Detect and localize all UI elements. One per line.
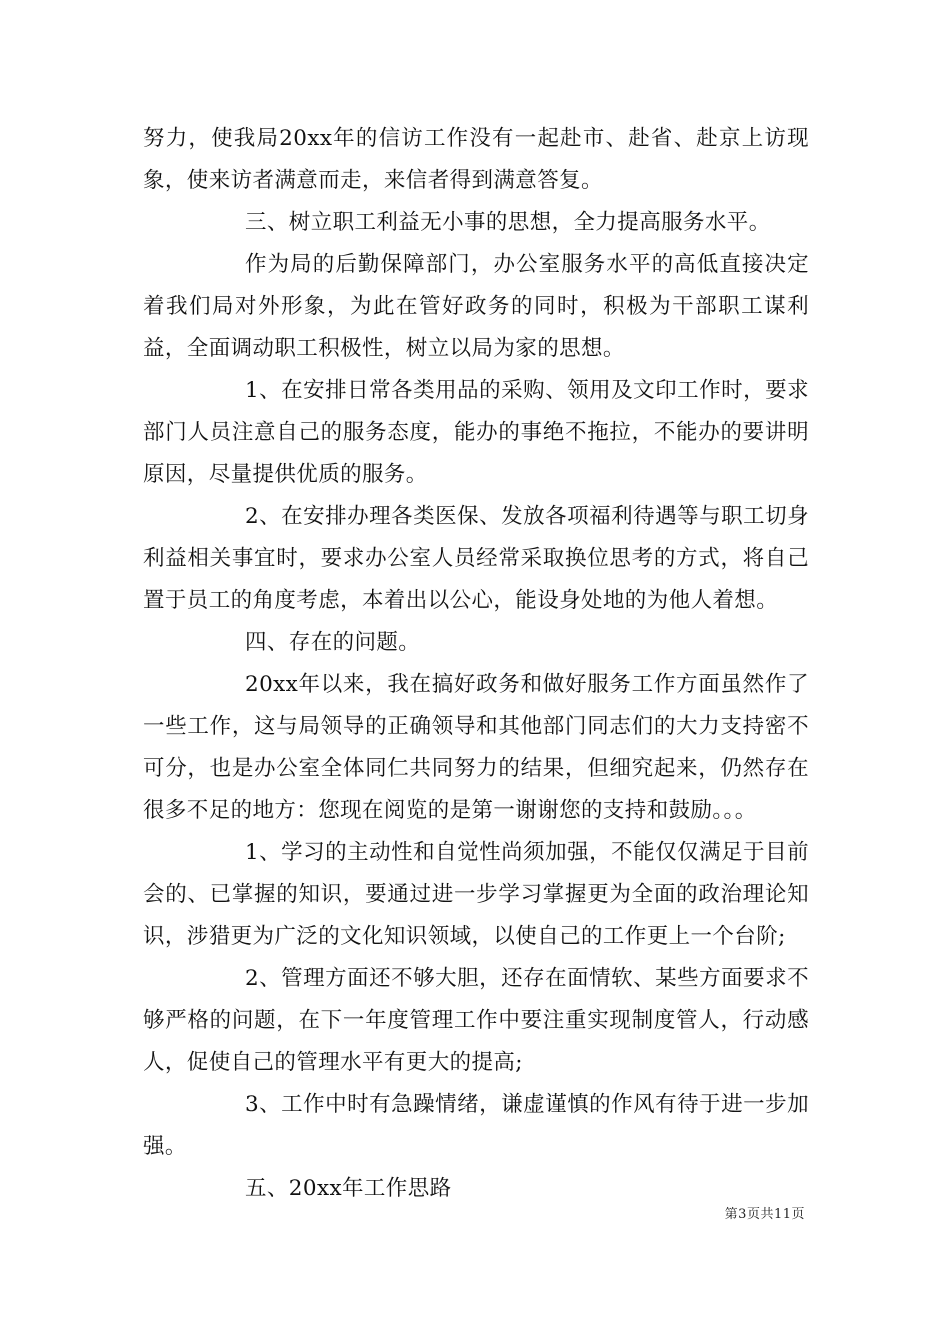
- list-item-1: 1、在安排日常各类用品的采购、领用及文印工作时，要求部门人员注意自己的服务态度，能办的事绝不拖拉，不能办的要讲明原因，尽量提供优质的服务。: [143, 378, 809, 487]
- problem-item-3: 3、工作中时有急躁情绪，谦虚谨慎的作风有待于进一步加强。: [143, 1092, 809, 1159]
- section-heading-5: 五、20xx年工作思路: [245, 1176, 452, 1201]
- paragraph-7: 20xx年以来，我在搞好政务和做好服务工作方面虽然作了一些工作，这与局领导的正确领导和其他部门同志们的大力支持密不可分，也是办公室全体同仁共同努力的结果，但细究起来，仍然存在很多不足的地方：您现在阅览的是第一谢谢您的支持和鼓励。。。: [143, 672, 809, 823]
- page-number: 第3页共11页: [724, 1207, 805, 1222]
- problem-item-2: 2、管理方面还不够大胆，还存在面情软、某些方面要求不够严格的问题，在下一年度管理工作中要注重实现制度管人，行动感人，促使自己的管理水平有更大的提高;: [143, 966, 809, 1075]
- section-heading-4: 四、存在的问题。: [245, 630, 421, 655]
- document-body: [143, 118, 809, 1210]
- list-item-2: 2、在安排办理各类医保、发放各项福利待遇等与职工切身利益相关事宜时，要求办公室人员经常采取换位思考的方式，将自己置于员工的角度考虑，本着出以公心，能设身处地的为他人着想。: [143, 504, 809, 613]
- section-heading-3: 三、树立职工利益无小事的思想，全力提高服务水平。: [245, 210, 771, 235]
- paragraph-1: 努力，使我局20xx年的信访工作没有一起赴市、赴省、赴京上访现象，使来访者满意而走，来信者得到满意答复。: [143, 126, 809, 193]
- problem-item-1: 1、学习的主动性和自觉性尚须加强，不能仅仅满足于目前会的、已掌握的知识，要通过进一步学习掌握更为全面的政治理论知识，涉猎更为广泛的文化知识领域，以使自己的工作更上一个台阶;: [143, 840, 809, 949]
- paragraph-3: 作为局的后勤保障部门，办公室服务水平的高低直接决定着我们局对外形象，为此在管好政务的同时，积极为干部职工谋利益，全面调动职工积极性，树立以局为家的思想。: [143, 252, 809, 361]
